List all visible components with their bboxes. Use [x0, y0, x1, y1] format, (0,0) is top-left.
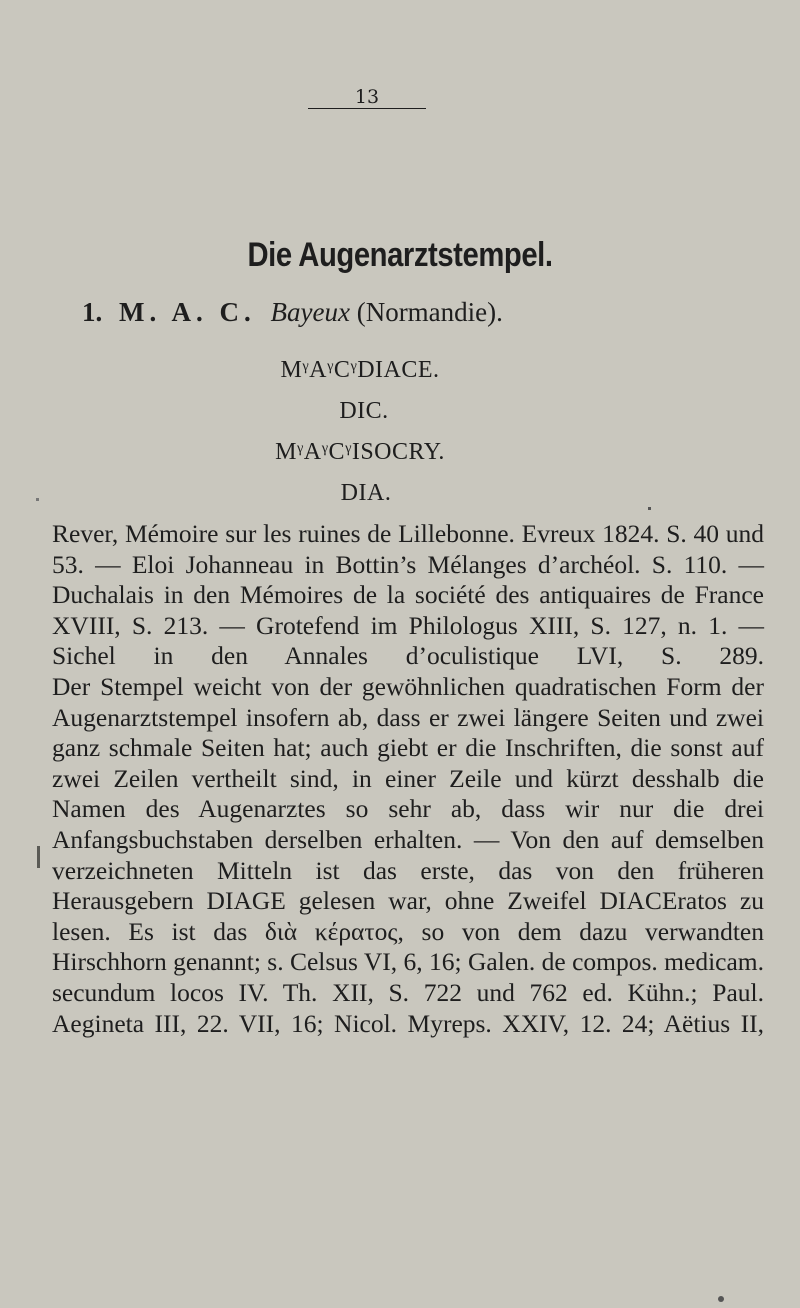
inscription-line: DIA.: [340, 480, 392, 506]
commentary-paragraph: Der Stempel weicht von der gewöhnlichen quadratischen Form der Augenarztstempel insofern ab, dass er zwei längere Seiten und zwei ganz schmale Seiten hat; auch giebt er die Inschriften, die sonst auf zwei Zeilen vertheilt sind, in einer Zeile und kürzt desshalb die Namen des Augenarztes so sehr ab, dass wir nur die drei Anfangsbuchstaben derselben erhalten. — Von den auf demselben verzeichneten Mitteln ist das erste, das von den früheren Herausgebern DIAGE gelesen war, ohne Zweifel DIACEratos zu lesen. Es ist das διὰ κέρατος, so von dem dazu verwandten Hirschhorn genannt; s. Celsus VI, 6, 16; Galen. de compos. medicam. secundum locos IV. Th. XII, S. 722 und 762 ed. Kühn.; Paul. Aegineta III, 22. VII, 16; Nicol. Myreps. XXIV, 12. 24; Aëtius II,: [52, 671, 764, 1038]
inscription-line: MᵞAᵞCᵞDIACE.: [280, 357, 440, 383]
bibliography-paragraph: Rever, Mémoire sur les ruines de Lillebonne. Evreux 1824. S. 40 und 53. — Eloi Johanneau in Bottin’s Mélanges d’archéol. S. 110. — Duchalais in den Mémoires de la société des antiquaires de France XVIII, S. 213. — Grotefend im Philologus XIII, S. 127, n. 1. — Sichel in den Annales d’oculistique LVI, S. 289.: [52, 519, 764, 671]
entry-number: 1.: [82, 297, 103, 327]
speck: [718, 1296, 724, 1302]
inscription-line: MᵞAᵞCᵞISOCRY.: [275, 439, 445, 465]
margin-mark: [37, 846, 40, 868]
page-number: 13: [354, 86, 380, 108]
entry-heading: [82, 296, 772, 328]
body-text: [52, 519, 764, 1039]
speck: [36, 498, 39, 501]
stamp-abbreviation: M. A. C.: [119, 297, 256, 327]
page-number-rule: [308, 108, 426, 109]
entry-place: Bayeux: [270, 297, 350, 327]
chapter-title: Die Augenarztstempel.: [247, 236, 553, 274]
speck: [648, 507, 651, 510]
entry-region: (Normandie).: [356, 297, 503, 327]
inscription-line: DIC.: [339, 398, 389, 424]
